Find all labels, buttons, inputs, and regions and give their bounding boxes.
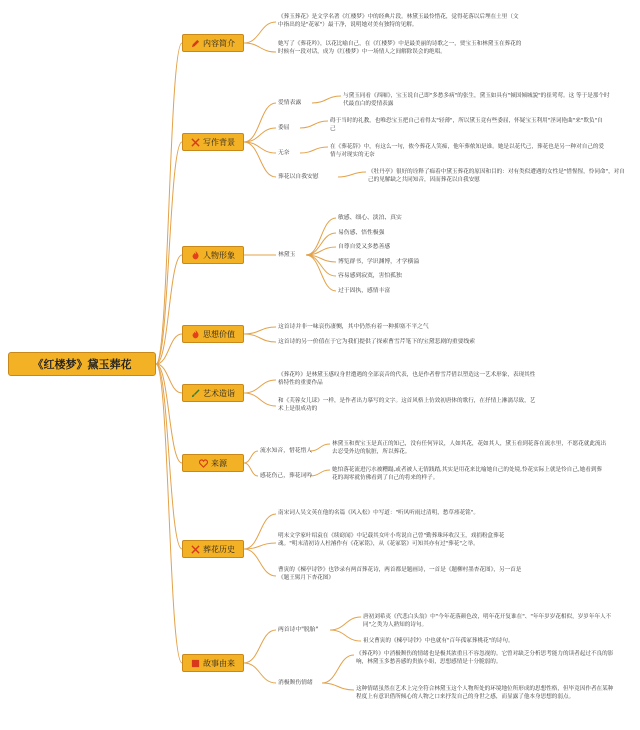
leaf-connector (338, 172, 366, 177)
branch-label: 故事由来 (203, 658, 235, 668)
branch-character[interactable] (182, 246, 244, 264)
branch-label: 来源 (211, 458, 227, 468)
background-text: 与黛玉同看《西厢》，宝玉说自己即"多愁多病"的张生，黛玉如具有"倾国倾城貌"的崔莺莺。这 等于是那个时代最直白的爱情表露 (343, 93, 610, 108)
branch-thought[interactable] (182, 325, 244, 343)
leaf-connector (310, 470, 330, 476)
root-connector (156, 142, 182, 364)
branch-connector (244, 43, 276, 52)
origin-text: 《葬花吟》中消极颓伤的情绪也是极其浓重且不容忽视的。它曾对缺乏分析思考能力的读者起过不良的影响，林黛玉多愁善感的贵族小姐，思想感情是十分脆弱的。 (356, 651, 614, 666)
character-trait: 过于固执，感情丰富 (338, 288, 391, 294)
background-label: 无奈 (278, 150, 290, 156)
thought-line: 这首诗的另一价值在于它为我们提供了探索曹雪芹笔下的宝黛悲剧的重要线索 (278, 339, 476, 345)
origin-text: 唐初刘希夷《代悲白头翁》中"今年花落颜色改，明年花开复谁在"、"年年岁岁花相似，岁岁年年人不同"之类为人熟知的诗句。 (363, 614, 612, 629)
branch-source[interactable] (182, 454, 244, 472)
branch-connector (244, 630, 276, 663)
branch-background[interactable] (182, 133, 244, 151)
branch-connector (244, 663, 276, 683)
leaf-connector (300, 147, 328, 153)
branch-connector (244, 327, 276, 334)
art-text-2: 和《芙蓉女儿诔》一样，是作者出力摹写的文字。这首风格上仿效初唐体的歌行，在抒情上淋漓尽致，艺术上是很成功的 (278, 398, 536, 413)
history-text-2: 明末文学家叶绍袁在《续窈闻》中记载其女叶小鸾说自己曾"勤葬珠环收汉玉，戏捐粉盒葬花魂。"明末清初诗人杜濬作有《花冢铭》，从《花冢铭》可知其亦有过"葬花"之举。 (278, 533, 505, 548)
leaf-connector (322, 655, 354, 683)
branch-label: 人物形象 (203, 250, 235, 260)
background-text: 碍于当时的礼教，也唯恐宝玉把自己看得太"轻薄"，所以黛玉竟有些委屈，怀疑宝玉利用"淫词艳曲"来"欺负"自己 (330, 118, 603, 133)
origin-text: 祖父曹寅的《楝亭诗钞》中也就有"百年孤冢葬桃花"的诗句。 (363, 638, 514, 644)
art-text-1: 《葬花吟》是林黛玉感叹身世遭遇的全部哀音的代表，也是作者曹雪芹借以塑造这一艺术形象，表现其性格特性的重要作品 (278, 372, 536, 387)
branch-label: 内容简介 (203, 38, 235, 48)
character-name: 林黛玉 (278, 252, 296, 258)
fire-icon (191, 251, 200, 260)
branch-connector (244, 380, 276, 393)
root-connector (156, 364, 182, 663)
brush-icon (191, 389, 200, 398)
leaf-connector (312, 96, 341, 103)
thought-line: 这首诗并非一味哀伤凄恻，其中仍然有着一种抑塞不平之气 (278, 324, 429, 330)
leaf-connector (330, 630, 361, 641)
heart-icon (199, 459, 208, 468)
branch-connector (244, 22, 276, 43)
branch-intro[interactable] (182, 34, 244, 52)
background-text: 在《葬花辞》中，有这么一句，侬今葬花人笑痴，他年葬侬知是谁。她是以花代己，葬花也是另一种对自己的爱情与对现实的无奈 (330, 144, 605, 159)
flag-icon (191, 659, 200, 668)
leaf-connector (306, 218, 336, 255)
intro-text-2: 她写了《葬花吟》，以花比喻自己，在《红楼梦》中是最美丽的诗歌之一，贾宝玉和林黛玉在葬花的时候有一段对话，成为《红楼梦》中一场情人之间解除误会的绝唱。 (278, 41, 522, 56)
background-label: 葬花以自我安慰 (278, 174, 319, 180)
root-connector (156, 255, 182, 364)
branch-label: 写作背景 (203, 137, 235, 147)
character-trait: 易伤感、悟性极强 (338, 230, 385, 236)
branch-connector (244, 463, 258, 476)
pencil-icon (191, 39, 200, 48)
root-topic[interactable]: 《红楼梦》黛玉葬花 (8, 352, 156, 376)
branch-connector (244, 393, 276, 406)
character-trait: 敏感、细心、淡泊、真实 (338, 215, 402, 221)
origin-text: 这种情绪虽然在艺术上完全符合林黛玉这个人物所处的环境地位所形成的思想性格，但毕竟因作者在某种程度上有意识借所倾心的人物之口来抒发自己的身世之感，而显露了他本身思想的弱点。 (356, 686, 614, 701)
branch-history[interactable] (182, 540, 244, 558)
leaf-connector (330, 617, 361, 630)
root-connector (156, 43, 182, 364)
history-text-3: 曹寅的《楝亭诗钞》也钞录有两首葬花诗，两首都是题画诗，一首是《题柳村墨杏花图》，另一首是《题王髯月下杏花图》 (278, 567, 522, 582)
branch-art[interactable] (182, 384, 244, 402)
leaf-connector (322, 683, 354, 690)
source-text: 她怕落花流进污水被糟蹋,或者被人无情践踏,其实是用花来比喻她自己的处境,怜花实际上就是怜自己,她看到葬花的凋零就仿佛看到了自己的将来的样子。 (332, 467, 603, 482)
branch-label: 思想价值 (203, 329, 235, 339)
branch-connector (244, 451, 258, 463)
leaf-connector (306, 255, 336, 291)
source-label: 感花伤己，葬花词吟 (260, 473, 313, 479)
character-trait: 自尊自爱又多愁善感 (338, 244, 391, 250)
character-trait: 容易感到寂寞，害怕孤独 (338, 273, 402, 279)
source-label: 流水知音，惜花惜人 (260, 448, 313, 454)
leaf-connector (310, 444, 330, 451)
fire-icon (191, 330, 200, 339)
branch-label: 艺术造诣 (203, 388, 235, 398)
branch-label: 葬花历史 (203, 544, 235, 554)
branch-connector (244, 128, 276, 142)
tools-icon (191, 138, 200, 147)
branch-connector (244, 103, 276, 142)
branch-connector (244, 549, 276, 576)
origin-label: 两首诗中"脱胎" (278, 627, 319, 633)
history-text-1: 南宋词人吴文英在他的名篇《风入松》中写道："听风听雨过清明，愁草瘗花铭"。 (278, 510, 479, 516)
background-label: 委屈 (278, 125, 290, 131)
branch-origin[interactable] (182, 654, 244, 672)
character-trait: 博览群书，学识渊博，才学横溢 (338, 259, 420, 265)
intro-text-1: 《葬玉葬花》是文学名著《红楼梦》中的经典片段。林黛玉最怜惜花，觉得花落以后埋在土里（文中指出的是"花冢"）最干净，说明她对美有独特的见解。 (278, 14, 519, 29)
background-text: 《牡丹亭》很好的诠释了痴着中黛玉葬花的原因和目的：对有类似遭遇的女性是"惜惺惺，怜同命"，对自己的见解缺之共同知音，因而葬花以自我安慰 (368, 169, 625, 184)
origin-label: 消极颓伤情绪 (278, 680, 313, 686)
leaf-connector (300, 121, 328, 128)
branch-connector (244, 334, 276, 342)
background-label: 爱情表露 (278, 100, 302, 106)
source-text: 林黛玉和贾宝玉是真正的知己，没有任何异议，人如其花，花如其人，黛玉看到花落在流水里，不愿花就此流出去忍受外边的肮脏，所以葬花。 (332, 441, 607, 456)
tools-icon (191, 545, 200, 554)
